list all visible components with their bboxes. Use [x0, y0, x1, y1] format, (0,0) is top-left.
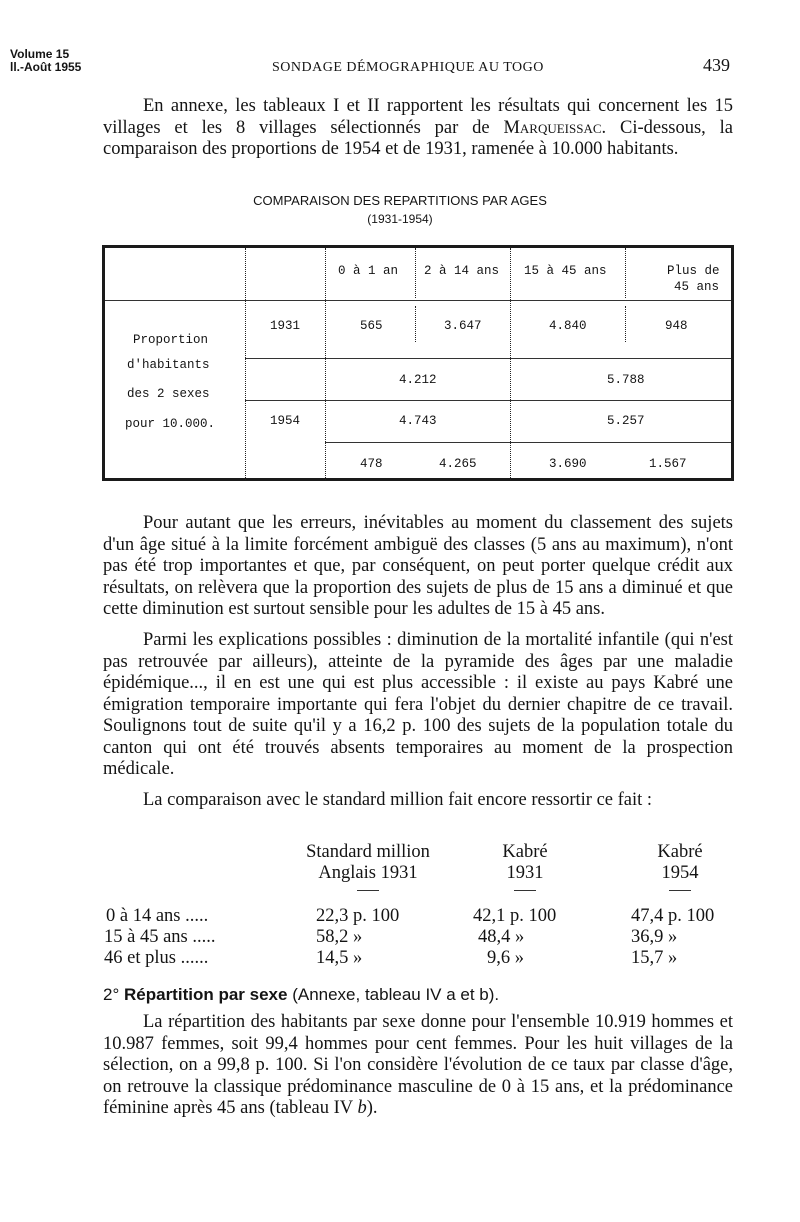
table-subtitle: (1931-1954): [367, 212, 433, 226]
header-rule: [105, 300, 731, 301]
comparison-row-label: 46 et plus ......: [104, 948, 209, 968]
volume-info: [10, 48, 81, 74]
row-label-line: des 2 sexes: [127, 387, 210, 401]
year-1931: 1931: [270, 319, 301, 333]
comparison-header-line: 1954: [661, 863, 699, 883]
comparison-cell: 36,9 »: [631, 927, 678, 947]
col-header-15-45: 15 à 45 ans: [524, 264, 607, 278]
section-heading: [103, 985, 499, 1005]
cell-1954-45plus: 1.567: [649, 457, 687, 471]
volume-line: Volume 15: [10, 47, 70, 61]
cell-1954-15-45: 3.690: [549, 457, 587, 471]
column-separator: [325, 248, 326, 480]
comparison-header-line: Standard million: [306, 842, 430, 862]
cell-1954-2-14: 4.265: [439, 457, 477, 471]
paragraph-explanations: Parmi les explications possibles : diminution de la mortalité infantile (qui n'est pas retrouvée par ailleurs), atteinte de la pyramide des âges par une maladie épidémique..., il en est une qui est plus accessible : il existe au pays Kabré une émigration temporaire importante qui fera l'objet du dernier chapitre de ce travail. Soulignons tout de suite qu'il y a 16,2 p. 100 des sujets de la population totale du canton qui ont été trouvés absents temporaires au moment de la prospection médicale.: [103, 630, 733, 779]
running-title: SONDAGE DÉMOGRAPHIQUE AU TOGO: [272, 60, 544, 75]
final-text-1: La répartition des habitants par sexe donne pour l'ensemble 10.919 hommes et 10.987 femmes, soit 99,4 hommes pour cent femmes. Pour les huit villages de la sélection, on a 99,8 p. 100. Si l'on considère l'évolution de ce taux par classe d'âge, on retrouve la classique prédominance masculine de 0 à 15 ans, et la prédominance féminine après 45 ans (tableau IV: [103, 1012, 733, 1118]
final-text-2: ).: [366, 1098, 378, 1118]
row-label-line: Proportion: [133, 333, 209, 347]
column-separator: [625, 248, 626, 298]
col-header-2-14: 2 à 14 ans: [424, 264, 500, 278]
column-separator: [245, 248, 246, 480]
paragraph-errors: Pour autant que les erreurs, inévitables au moment du classement des sujets d'un âge situé à la limite forcément ambiguë des classes (5 ans au maximum), n'ont pas été trop importantes et que, par conséquent, on peut porter quelque crédit aux résultats, on relèvera que la proportion des sujets de plus de 15 ans a diminué et que cette diminution est surtout sensible pour les adultes de 15 à 45 ans.: [103, 513, 733, 619]
row-label-line: d'habitants: [127, 358, 210, 372]
comparison-header-line: Kabré: [657, 842, 703, 862]
comparison-row-label: 0 à 14 ans .....: [106, 906, 209, 926]
cell-1931-sum-15plus: 5.788: [607, 373, 645, 387]
comparison-header-line: Anglais 1931: [318, 863, 418, 883]
column-separator: [415, 306, 416, 342]
cell-1954-sum-15plus: 5.257: [607, 414, 645, 428]
intro-paragraph: [103, 96, 733, 161]
comparison-cell: 9,6 »: [487, 948, 524, 968]
year-1954: 1954: [270, 414, 301, 428]
header-dash: [669, 890, 691, 891]
paragraph-sex-distribution: [103, 1012, 733, 1120]
age-distribution-table: [102, 245, 734, 481]
comparison-cell: 22,3 p. 100: [316, 906, 400, 926]
column-separator: [415, 248, 416, 298]
date-line: ll.-Août 1955: [10, 60, 82, 74]
header-dash: [514, 890, 536, 891]
page-number: 439: [703, 55, 730, 75]
col-header-45plus-2: 45 ans: [674, 280, 720, 294]
row-label-line: pour 10.000.: [125, 417, 216, 431]
cell-1954-0-1: 478: [360, 457, 383, 471]
section-title: Répartition par sexe: [124, 985, 288, 1004]
section-note: (Annexe, tableau IV a et b).: [292, 985, 500, 1004]
column-separator: [625, 306, 626, 342]
table-title: COMPARAISON DES REPARTITIONS PAR AGES: [253, 193, 547, 208]
comparison-row-label: 15 à 45 ans .....: [104, 927, 216, 947]
row-rule: [245, 400, 731, 401]
comparison-cell: 47,4 p. 100: [631, 906, 715, 926]
comparison-cell: 42,1 p. 100: [473, 906, 557, 926]
comparison-cell: 14,5 »: [316, 948, 363, 968]
comparison-cell: 58,2 »: [316, 927, 363, 947]
header-dash: [357, 890, 379, 891]
row-rule: [325, 442, 731, 443]
comparison-cell: 15,7 »: [631, 948, 678, 968]
cell-1931-45plus: 948: [665, 319, 688, 333]
cell-1931-sum-0-14: 4.212: [399, 373, 437, 387]
cell-1931-2-14: 3.647: [444, 319, 482, 333]
comparison-header-line: 1931: [506, 863, 544, 883]
cell-1931-15-45: 4.840: [549, 319, 587, 333]
cell-1954-sum-0-14: 4.743: [399, 414, 437, 428]
paragraph-comparison: La comparaison avec le standard million fait encore ressortir ce fait :: [143, 790, 653, 810]
comparison-header-line: Kabré: [502, 842, 548, 862]
intro-text-2: . Ci-dessous, la comparaison des proportions de 1954 et de 1931, ramenée à 10.000 habitants.: [103, 117, 733, 159]
col-header-45plus: Plus de: [667, 264, 720, 278]
cell-1931-0-1: 565: [360, 319, 383, 333]
intro-text-1: En annexe, les tableaux I et II rapportent les résultats qui concernent les 15 villages et les 8 villages sélectionnés par de: [103, 96, 733, 138]
comparison-cell: 48,4 »: [478, 927, 525, 947]
row-rule: [245, 358, 731, 359]
author-name: Marqueissac: [503, 117, 602, 138]
final-italic: b: [357, 1098, 367, 1118]
section-number: 2°: [103, 985, 120, 1004]
column-separator: [510, 248, 511, 480]
col-header-0-1: 0 à 1 an: [338, 264, 399, 278]
